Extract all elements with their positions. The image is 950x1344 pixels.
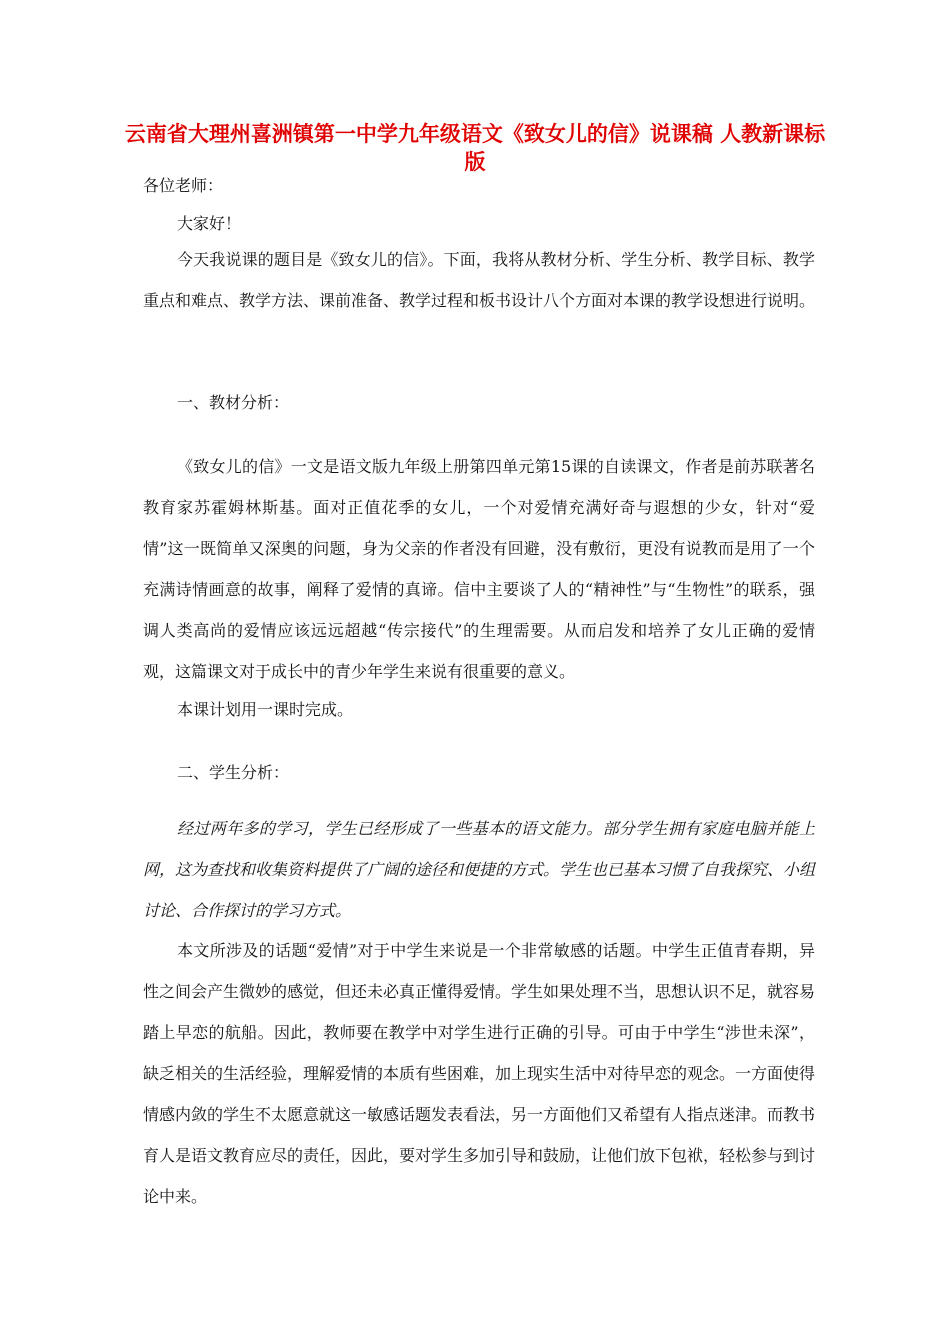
- lesson-plan-note: 本课计划用一课时完成。: [177, 700, 354, 719]
- greeting: 各位老师：: [143, 176, 224, 195]
- section-heading-textbook-analysis: 一、教材分析：: [177, 393, 290, 412]
- student-analysis-paragraph-1: 经过两年多的学习，学生已经形成了一些基本的语文能力。部分学生拥有家庭电脑并能上网，这为查找和收集资料提供了广阔的途径和便捷的方式。学生也已基本习惯了自我探究、小组讨论、合作探讨的学习方式。: [143, 819, 816, 920]
- intro-paragraph: 今天我说课的题目是《致女儿的信》。下面，我将从教材分析、学生分析、教学目标、教学重点和难点、教学方法、课前准备、教学过程和板书设计八个方面对本课的教学设想进行说明。: [143, 250, 816, 310]
- textbook-analysis-paragraph: 《致女儿的信》一文是语文版九年级上册第四单元第15课的自读课文，作者是前苏联著名教育家苏霍姆林斯基。面对正值花季的女儿，一个对爱情充满好奇与遐想的少女，针对“爱情”这一既简单又深奥的问题，身为父亲的作者没有回避，没有敷衍，更没有说教而是用了一个充满诗情画意的故事，阐释了爱情的真谛。信中主要谈了人的“精神性”与“生物性”的联系，强调人类高尚的爱情应该远远超越“传宗接代”的生理需要。从而启发和培养了女儿正确的爱情观，这篇课文对于成长中的青少年学生来说有很重要的意义。: [143, 457, 815, 681]
- hello: 大家好！: [177, 214, 242, 233]
- section-heading-student-analysis: 二、学生分析：: [177, 763, 290, 782]
- student-analysis-paragraph-2: 本文所涉及的话题“爱情”对于中学生来说是一个非常敏感的话题。中学生正值青春期，异性之间会产生微妙的感觉，但还未必真正懂得爱情。学生如果处理不当，思想认识不足，就容易踏上早恋的航船。因此，教师要在教学中对学生进行正确的引导。可由于中学生“涉世未深”，缺乏相关的生活经验，理解爱情的本质有些困难，加上现实生活中对待早恋的观念。一方面使得情感内敛的学生不太愿意就这一敏感话题发表看法，另一方面他们又希望有人指点迷津。而教书育人是语文教育应尽的责任，因此，要对学生多加引导和鼓励，让他们放下包袱，轻松参与到讨论中来。: [143, 941, 816, 1206]
- document-title: 云南省大理州喜洲镇第一中学九年级语文《致女儿的信》说课稿 人教新课标版: [124, 121, 826, 174]
